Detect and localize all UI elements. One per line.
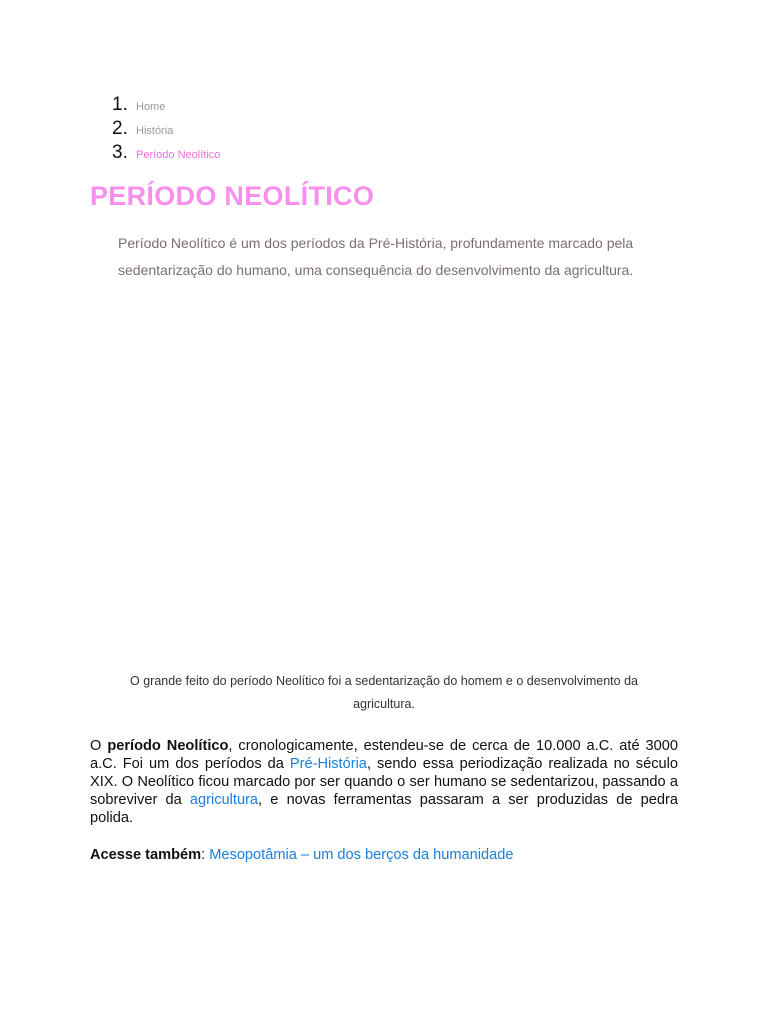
breadcrumb-number: 3. (112, 142, 128, 163)
image-caption: O grande feito do período Neolítico foi a sedentarização do homem e o desenvolvimento da agricultura. (130, 674, 638, 711)
breadcrumb-link-historia[interactable]: História (136, 125, 174, 137)
article-paragraph (90, 737, 678, 827)
breadcrumb (112, 94, 220, 166)
breadcrumb-item-current (112, 142, 220, 166)
see-also-label: Acesse também (90, 847, 202, 863)
breadcrumb-item-home (112, 94, 220, 118)
see-also-separator: : (201, 847, 210, 863)
see-also (90, 846, 678, 864)
paragraph-text: , cronologicamente, estendeu-se de cerca de 10.000 a.C. até 3000 a.C. Foi um dos períodos da (90, 738, 678, 772)
paragraph-text: , e novas ferramentas passaram a ser produzidas de pedra polida. (90, 792, 678, 826)
paragraph-text: O (90, 738, 108, 754)
breadcrumb-item-historia (112, 118, 220, 142)
breadcrumb-number: 2. (112, 118, 128, 139)
breadcrumb-number: 1. (112, 94, 128, 115)
article-image-area (90, 295, 680, 655)
breadcrumb-link-home[interactable]: Home (136, 101, 166, 113)
link-mesopotamia[interactable]: Mesopotâmia – um dos berços da humanidade (209, 847, 514, 863)
article-lead: Período Neolítico é um dos períodos da Pré-História, profundamente marcado pela sedentarização do humano, uma consequência do desenvolvimento da agricultura. (118, 235, 634, 278)
link-agricultura[interactable]: agricultura (189, 792, 259, 808)
breadcrumb-link-periodo-neolitico[interactable]: Período Neolítico (136, 149, 221, 161)
link-pre-historia[interactable]: Pré-História (289, 756, 367, 772)
page-title: PERÍODO NEOLÍTICO (90, 181, 375, 211)
paragraph-text: , sendo essa periodização realizada no século XIX. O Neolítico ficou marcado por ser quando o ser humano se sedentarizou, passando a sobreviver da (90, 756, 678, 808)
paragraph-bold-term: período Neolítico (107, 738, 229, 754)
